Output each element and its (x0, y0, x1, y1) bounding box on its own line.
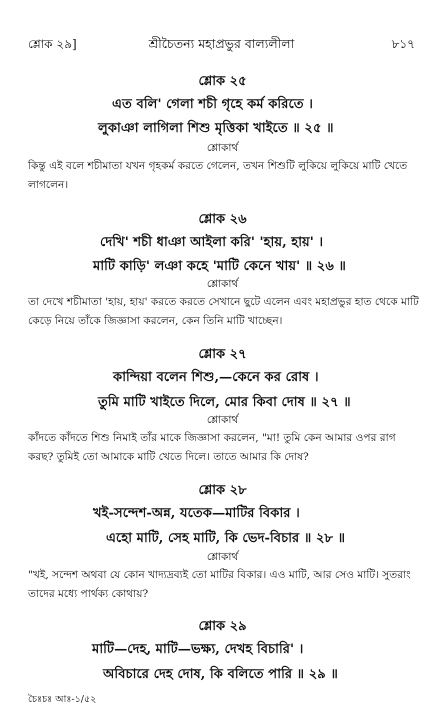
translation-label-25: শ্লোকার্থ (206, 142, 239, 154)
verse-27-line-2: তুমি মাটি খাইতে দিলে, মোর কিবা দোষ ॥ ২৭ ॥ (98, 395, 351, 410)
translation-label-26: শ্লোকার্থ (206, 278, 239, 290)
verse-26-line-2: মাটি কাড়ি' লঞা কহে 'মাটি কেনে খায়' ॥ ২৬ ॥ (93, 259, 346, 274)
verse-27-line-1: কান্দিয়া বলেন শিশু,—কেনে কর রোষ । (113, 370, 319, 385)
translation-label-28: শ্লোকার্থ (206, 551, 239, 563)
page-footer-signature: চৈঃচঃ আঃ-১/৫২ (28, 694, 97, 705)
verse-26-line-1: দেখি' শচী ধাঞা আইলা করি' 'হায়, হায়' । (100, 235, 324, 250)
verse-28-line-1: খই-সন্দেশ-অন্ন, যতেক—মাটির বিকার । (93, 506, 300, 521)
translation-label-27: শ্লোকার্থ (206, 414, 239, 426)
translation-25: কিন্তু এই বলে শচীমাতা যখন গৃহকর্ম করতে গেলেন, তখন শিশুটি লুকিয়ে লুকিয়ে মাটি খেতে লাগলেন। (28, 160, 408, 191)
verse-title-25: শ্লোক ২৫ (198, 74, 247, 89)
translation-27: কাঁদতে কাঁদতে শিশু নিমাই তাঁর মাকে জিজ্ঞাসা করলেন, "মা! তুমি কেন আমার ওপর রাগ করছ? তুমিই তো আমাকে মাটি খেতে দিলে। তাতে আমার কি দোষ? (28, 432, 396, 463)
verse-25-line-1: এত বলি' গেলা শচী গৃহে কর্ম করিতে । (112, 97, 313, 112)
verse-29-line-1: মাটি—দেহ, মাটি—ভক্ষ্য, দেখহ বিচারি' । (92, 642, 304, 657)
header-page-number: ৮১৭ (391, 37, 415, 51)
verse-title-26: শ্লোক ২৬ (198, 212, 247, 227)
verse-title-27: শ্লোক ২৭ (198, 347, 247, 362)
header-verse-ref: শ্লোক ২৯] (28, 37, 77, 51)
translation-28: "খই, সন্দেশ অথবা যে কোন খাদ্যদ্রব্যই তো মাটির বিকার। এও মাটি, আর সেও মাটি। সুতরাং তাদের মধ্যে পার্থক্য কোথায়? (28, 569, 411, 600)
running-header (28, 36, 415, 56)
translation-26: তা দেখে শচীমাতা 'হায়, হায়' করতে করতে সেখানে ছুটে এলেন এবং মহাপ্রভুর হাত থেকে মাটি কেড়ে নিয়ে তাঁকে জিজ্ঞাসা করলেন, কেন তিনি মাটি খাচ্ছেন। (28, 296, 419, 327)
verse-25-line-2: লুকাঞা লাগিলা শিশু মৃত্তিকা খাইতে ॥ ২৫ ॥ (98, 121, 334, 136)
verse-title-28: শ্লোক ২৮ (198, 483, 247, 498)
verse-28-line-2: এহো মাটি, সেহ মাটি, কি ভেদ-বিচার ॥ ২৮ ॥ (106, 531, 346, 546)
verse-29-line-2: অবিচারে দেহ দোষ, কি বলিতে পারি ॥ ২৯ ॥ (103, 667, 338, 682)
verse-title-29: শ্লোক ২৯ (198, 619, 247, 634)
header-chapter-title: শ্রীচৈতন্য মহাপ্রভুর বাল্যলীলা (148, 36, 295, 51)
